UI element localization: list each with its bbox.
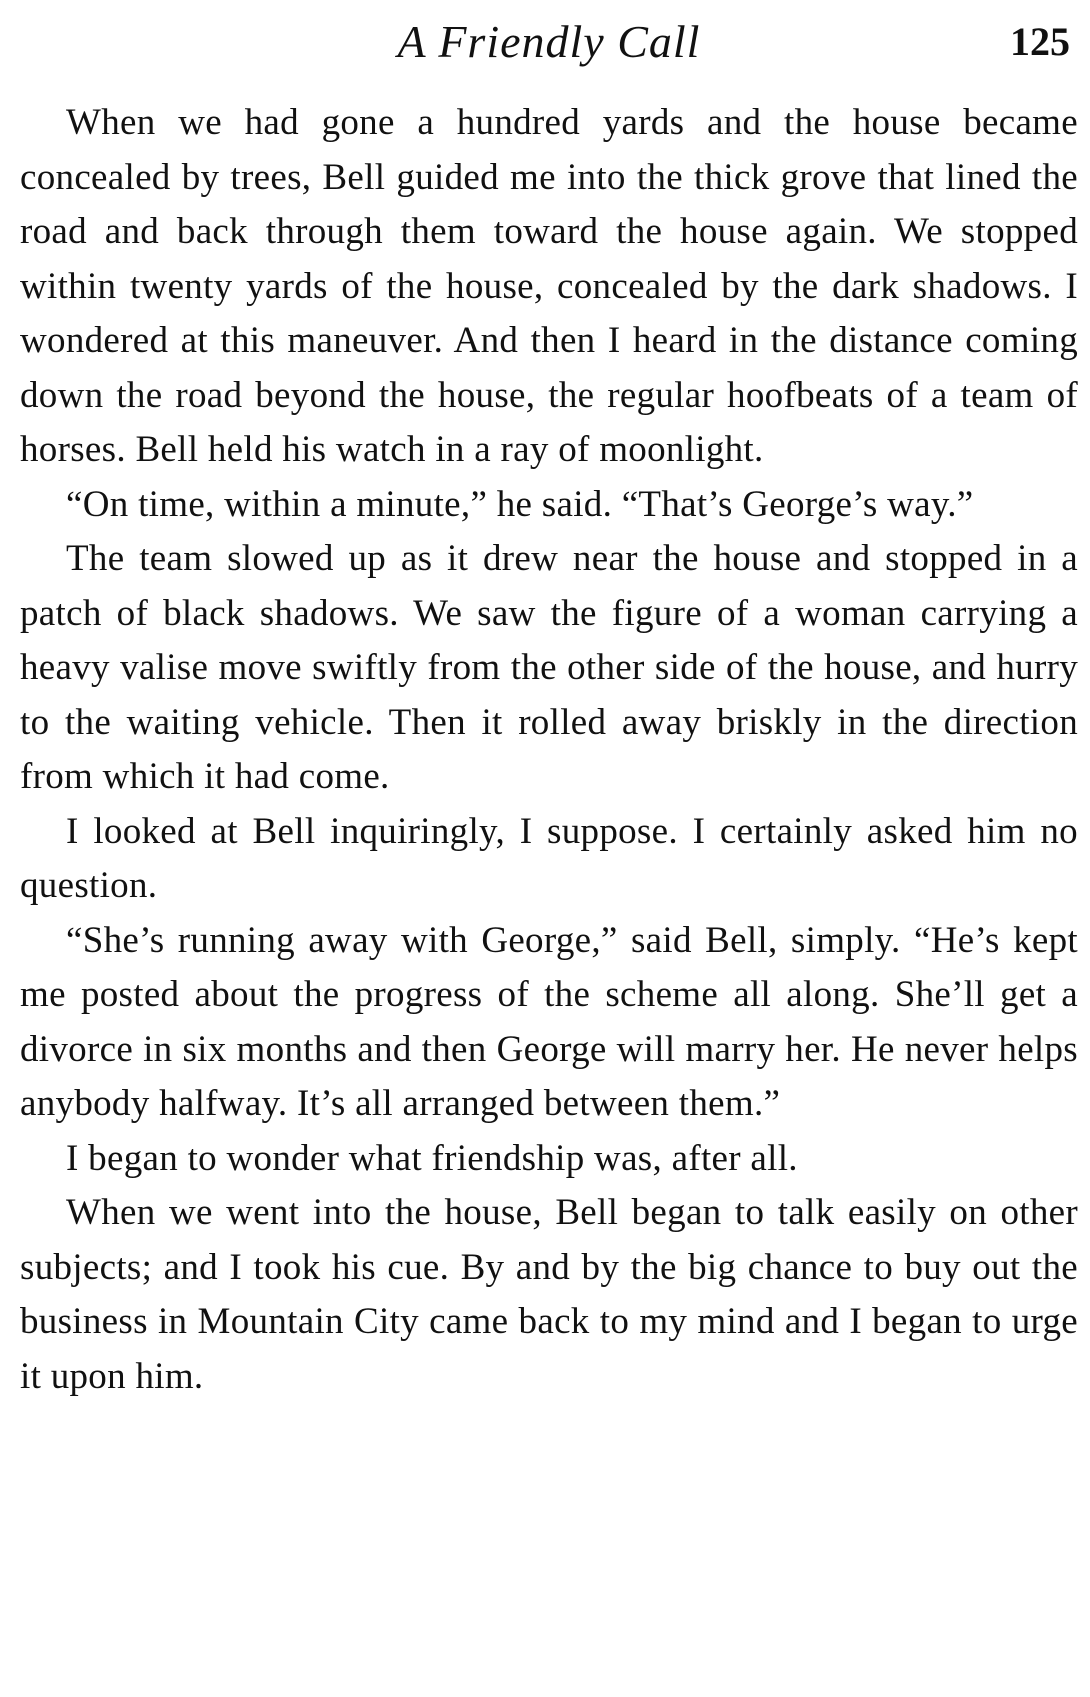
running-head [20,14,1078,70]
paragraph: The team slowed up as it drew near the house and stopped in a patch of black shadows. We saw the figure of a woman carrying a heavy valise move swiftly from the other side of the house, and hurry to the waiting vehicle. Then it rolled away briskly in the direction from which it had come. [20,538,1078,797]
page-number: 125 [1010,19,1070,64]
paragraph: “She’s running away with George,” said Bell, simply. “He’s kept me posted about the progress of the scheme all along. She’ll get a divorce in six months and then George will marry her. He never helps anybody halfway. It’s all arranged between them.” [20,919,1078,1124]
book-page [20,0,1078,1697]
paragraph: When we had gone a hundred yards and the house became concealed by trees, Bell guided me into the thick grove that lined the road and back through them toward the house again. We stopped within twenty yards of the house, concealed by the dark shadows. I wondered at this maneuver. And then I heard in the distance coming down the road beyond the house, the regular hoofbeats of a team of horses. Bell held his watch in a ray of moonlight. [20,102,1078,470]
paragraph: I looked at Bell inquiringly, I suppose. I certainly asked him no question. [20,810,1078,906]
body-text [20,96,1078,1404]
running-title: A Friendly Call [397,16,701,67]
paragraph: When we went into the house, Bell began to talk easily on other subjects; and I took his cue. By and by the big chance to buy out the business in Mountain City came back to my mind and I began to urge it upon him. [20,1192,1078,1397]
paragraph: I began to wonder what friendship was, after all. [66,1137,798,1179]
paragraph: “On time, within a minute,” he said. “That’s George’s way.” [66,483,974,525]
